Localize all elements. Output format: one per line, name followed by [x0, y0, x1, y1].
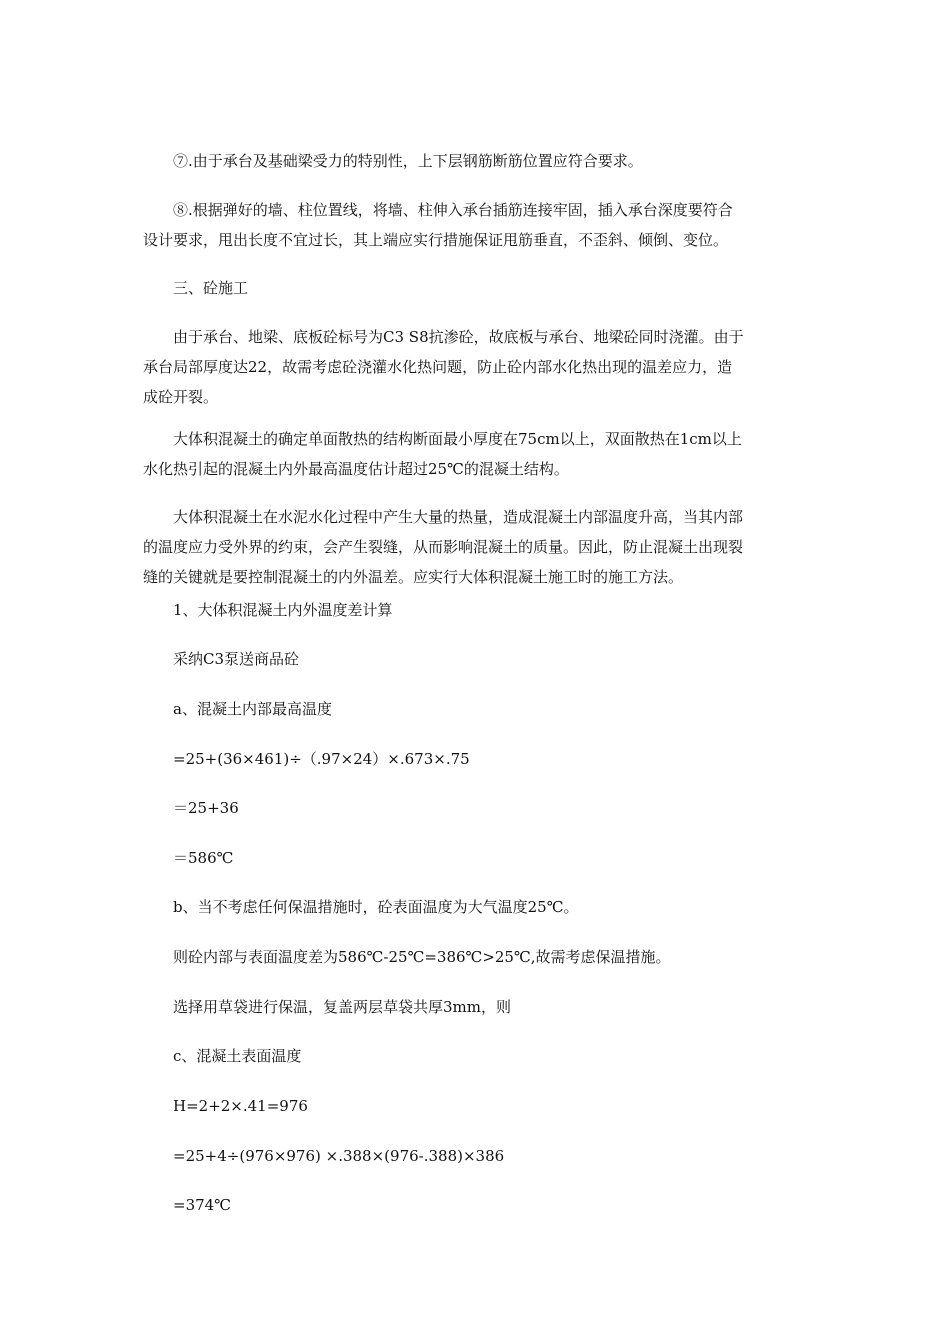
heading-text: 三、砼施工 — [173, 279, 249, 297]
formula-text: H=2+2×.41=976 — [173, 1097, 308, 1115]
text-line: 的温度应力受外界的约束，会产生裂缝，从而影响混凝土的质量。因此，防止混凝土出现裂 — [143, 538, 744, 556]
formula-text: =25+(36×461)÷（.97×24）×.673×.75 — [173, 750, 470, 768]
text-line: 成砼开裂。 — [143, 388, 219, 406]
formula-c-3 — [173, 1190, 813, 1220]
line-c-heading — [173, 1041, 813, 1071]
paragraph-mass-concrete-definition — [143, 424, 813, 484]
text-line: 承台局部厚度达22，故需考虑砼浇灌水化热问题，防止砼内部水化热出现的温差应力，造 — [143, 358, 733, 376]
text-line: 大体积混凝土在水泥水化过程中产生大量的热量，造成混凝土内部温度升高，当其内部 — [173, 508, 744, 526]
text-line: 大体积混凝土的确定单面散热的结构断面最小厚度在75cm以上，双面散热在1cm以上 — [173, 430, 742, 448]
formula-text: ＝25+36 — [173, 799, 239, 817]
text-line: a、混凝土内部最高温度 — [173, 700, 332, 718]
formula-a-2 — [173, 793, 813, 823]
section-heading-concrete — [173, 273, 813, 303]
line-concrete-type — [173, 644, 813, 674]
text-line: 水化热引起的混凝土内外最高温度估计超过25℃的混凝土结构。 — [143, 460, 569, 478]
formula-a-3 — [173, 843, 813, 873]
text-line: 由于承台、地梁、底板砼标号为C3 S8抗渗砼，故底板与承台、地梁砼同时浇灌。由于 — [173, 328, 744, 346]
text-line: 1、大体积混凝土内外温度差计算 — [173, 601, 393, 619]
text-line: 设计要求，甩出长度不宜过长，其上端应实行措施保证甩筋垂直，不歪斜、倾倒、变位。 — [143, 231, 729, 249]
line-temperature-difference — [173, 942, 813, 972]
line-insulation — [173, 992, 813, 1022]
paragraph-pouring — [143, 322, 813, 412]
formula-c-1 — [173, 1091, 813, 1121]
formula-text: ＝586℃ — [173, 849, 234, 867]
text-line: 缝的关键就是要控制混凝土的内外温差。应实行大体积混凝土施工时的施工方法。 — [143, 568, 684, 586]
text-line: 采纳C3泵送商品砼 — [173, 650, 300, 668]
line-a-heading — [173, 694, 813, 724]
text-line: ⑧.根据弹好的墙、柱位置线，将墙、柱伸入承台插筋连接牢固，插入承台深度要符合 — [173, 201, 733, 219]
text-line: c、混凝土表面温度 — [173, 1047, 302, 1065]
formula-text: =25+4÷(976×976) ×.388×(976-.388)×386 — [173, 1147, 505, 1165]
paragraph-hydration-heat — [143, 502, 813, 592]
formula-text: =374℃ — [173, 1196, 231, 1214]
line-b — [173, 892, 813, 922]
paragraph-7 — [173, 146, 813, 176]
text-line: b、当不考虑任何保温措施时，砼表面温度为大气温度25℃。 — [173, 898, 579, 916]
text-line: 选择用草袋进行保温，复盖两层草袋共厚3mm，则 — [173, 998, 511, 1016]
text-line: 则砼内部与表面温度差为586℃-25℃=386℃>25℃,故需考虑保温措施。 — [173, 948, 671, 966]
formula-a-1 — [173, 744, 813, 774]
paragraph-8 — [143, 195, 813, 255]
formula-c-2 — [173, 1141, 813, 1171]
text-line: ⑦.由于承台及基础梁受力的特别性，上下层钢筋断筋位置应符合要求。 — [173, 152, 643, 170]
subheading-temperature-calc — [173, 595, 813, 625]
